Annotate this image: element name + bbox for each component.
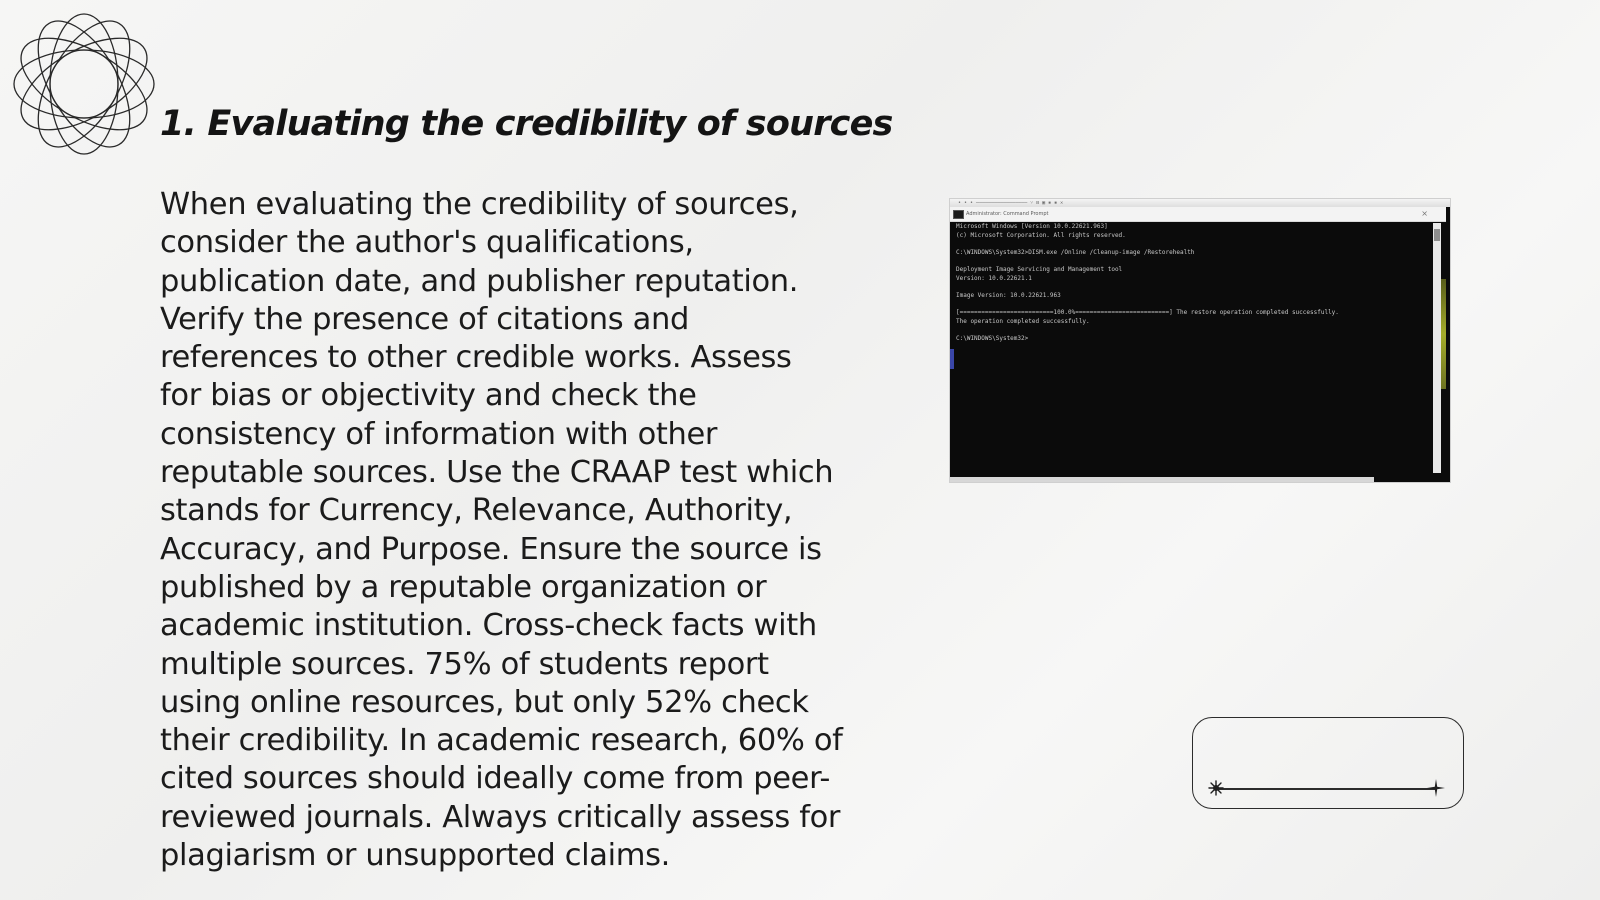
slide-title: 1. Evaluating the credibility of sources [160, 104, 893, 144]
body-line: Accuracy, and Purpose. Ensure the source is [160, 531, 822, 567]
body-line: When evaluating the credibility of sources, [160, 187, 799, 222]
body-line: for bias or objectivity and check the [160, 378, 697, 414]
sparkle-icon [1206, 778, 1226, 798]
terminal-line: (c) Microsoft Corporation. All rights reserved. [956, 231, 1126, 239]
terminal-line: Deployment Image Servicing and Management tool [956, 265, 1123, 273]
terminal-edge-stripe [1441, 279, 1446, 389]
terminal-scroll-thumb [1434, 229, 1440, 241]
terminal-line: [==========================100.0%==========================] The restore operation completed successfully. [956, 308, 1339, 316]
terminal-line: Image Version: 10.0.22621.963 [956, 291, 1061, 299]
terminal-line [956, 257, 1426, 266]
terminal-line [956, 300, 1426, 309]
terminal-title: Administrator: Command Prompt [966, 211, 1049, 217]
four-point-star-icon [1426, 778, 1446, 798]
terminal-line: Microsoft Windows [Version 10.0.22621.963] [956, 223, 1108, 230]
body-line: publication date, and publisher reputation. [160, 263, 799, 299]
body-line: reputable sources. Use the CRAAP test which [160, 455, 834, 491]
body-line: their credibility. In academic research, 60% of [160, 723, 843, 759]
orbital-rings-icon [10, 10, 158, 158]
terminal-line [956, 240, 1426, 249]
body-line: using online resources, but only 52% check [160, 684, 809, 720]
slider-track [1215, 788, 1435, 790]
body-line: stands for Currency, Relevance, Authority, [160, 493, 793, 529]
slider-box [1192, 717, 1464, 809]
close-icon: × [1421, 209, 1428, 218]
body-line: references to other credible works. Assess [160, 340, 792, 376]
terminal-output [956, 223, 1426, 475]
terminal-side-marker [950, 349, 954, 369]
terminal-screenshot [950, 199, 1450, 482]
body-line: academic institution. Cross-check facts with [160, 608, 817, 644]
terminal-line: C:\WINDOWS\System32> [956, 334, 1029, 342]
body-line: Verify the presence of citations and [160, 301, 689, 337]
terminal-line: The operation completed successfully. [956, 317, 1090, 325]
body-line: published by a reputable organization or [160, 569, 767, 605]
terminal-line: Version: 10.0.22621.1 [956, 274, 1032, 282]
terminal-bottom-strip [950, 477, 1374, 482]
terminal-line [956, 283, 1426, 292]
terminal-tab-strip: • • • ───────────────── ˅ ⊟ ▣ ▪ ▪ ✕ [950, 199, 1450, 207]
body-line: reviewed journals. Always critically assess for [160, 799, 841, 835]
body-line: consider the author's qualifications, [160, 225, 694, 261]
terminal-titlebar [950, 207, 1446, 222]
terminal-line: C:\WINDOWS\System32>DISM.exe /Online /Cleanup-image /Restorehealth [956, 248, 1195, 256]
body-line: cited sources should ideally come from peer- [160, 761, 830, 797]
terminal-scrollbar [1433, 223, 1441, 473]
body-line: plagiarism or unsupported claims. [160, 838, 670, 874]
command-prompt-icon [953, 210, 964, 219]
body-line: multiple sources. 75% of students report [160, 646, 769, 682]
body-paragraph [160, 186, 860, 875]
terminal-line [956, 326, 1426, 335]
body-line: consistency of information with other [160, 416, 718, 452]
